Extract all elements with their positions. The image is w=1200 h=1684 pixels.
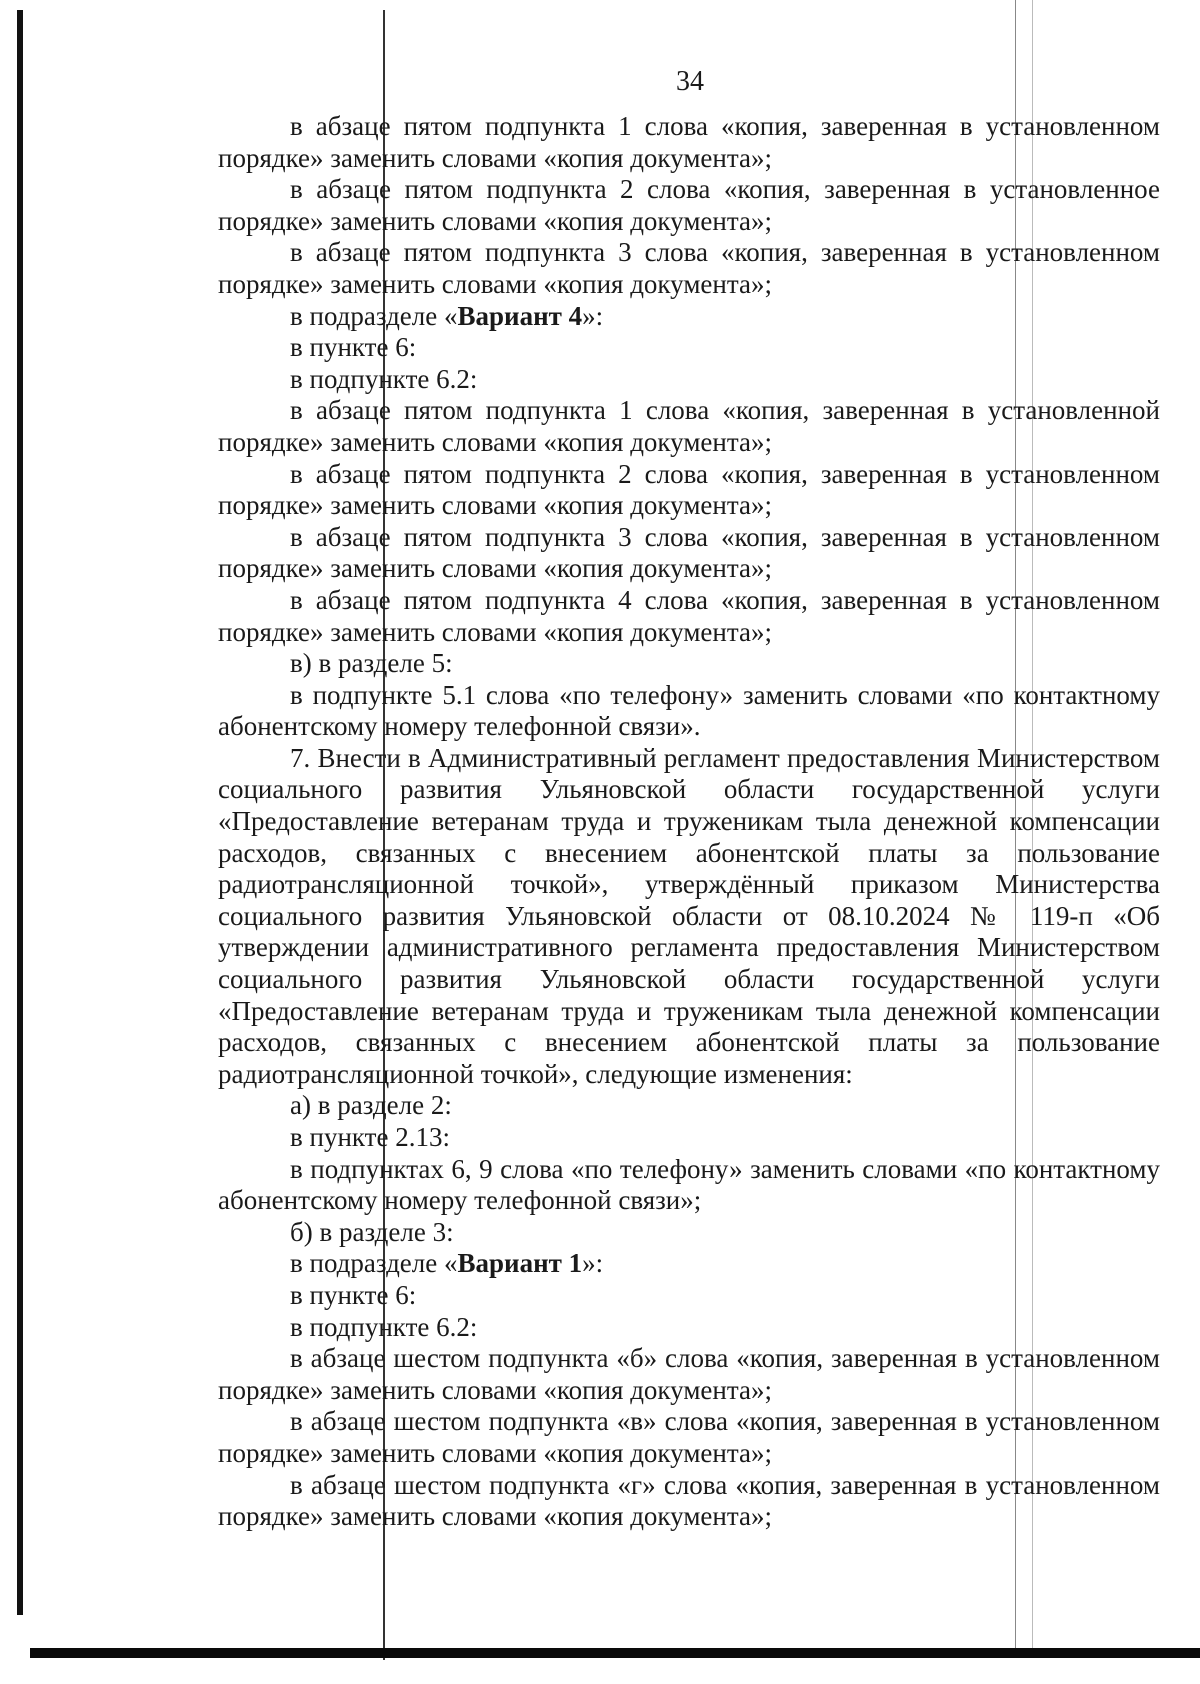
paragraph: в пункте 6: (290, 332, 417, 363)
paragraph: в абзаце пятом подпункта 4 слова «копия, заверенная в установленном порядке» заменить словами «копия документа»; (218, 584, 1160, 647)
paragraph: в подпунктах 6, 9 слова «по телефону» заменить словами «по контактному абонентскому номеру телефонной связи»; (218, 1153, 1160, 1216)
paragraph: в подпункте 5.1 слова «по телефону» заменить словами «по контактному абонентскому номеру телефонной связи». (218, 679, 1160, 742)
paragraph: в подпункте 6.2: (290, 363, 478, 394)
document-body (218, 111, 1160, 1533)
paragraph: в абзаце пятом подпункта 1 слова «копия, заверенная в установленном порядке» заменить словами «копия документа»; (218, 111, 1160, 173)
paragraph: в абзаце пятом подпункта 1 слова «копия, заверенная в установленной порядке» заменить словами «копия документа»; (218, 395, 1160, 457)
scan-edge-bottom (30, 1648, 1200, 1658)
paragraph: в пункте 2.13: (290, 1122, 450, 1152)
subsection-heading: в подразделе «Вариант 4»: (290, 300, 604, 331)
paragraph: а) в разделе 2: (290, 1090, 452, 1121)
subsection-heading: в подразделе «Вариант 1»: (290, 1248, 604, 1279)
paragraph: в абзаце пятом подпункта 2 слова «копия, заверенная в установленное порядке» заменить словами «копия документа»; (218, 174, 1160, 236)
paragraph: б) в разделе 3: (290, 1216, 454, 1247)
paragraph: в абзаце шестом подпункта «в» слова «копия, заверенная в установленном порядке» заменить словами «копия документа»; (218, 1406, 1160, 1468)
paragraph: в подпункте 6.2: (290, 1311, 478, 1342)
paragraph: в абзаце шестом подпункта «г» слова «копия, заверенная в установленном порядке» заменить словами «копия документа»; (218, 1469, 1160, 1532)
paragraph: в абзаце пятом подпункта 3 слова «копия, заверенная в установленном порядке» заменить словами «копия документа»; (218, 237, 1160, 299)
paragraph: в абзаце пятом подпункта 3 слова «копия, заверенная в установленном порядке» заменить словами «копия документа»; (218, 521, 1160, 584)
page-number: 34 (676, 66, 704, 97)
scan-edge-left (17, 10, 23, 1615)
paragraph: в пункте 6: (290, 1279, 417, 1310)
paragraph: 7. Внести в Административный регламент предоставления Министерством социального развития Ульяновской области государственной услуги «Предоставление ветеранам труда и труженикам тыла денежной компенсации расходов, связанных с внесением абонентской платы за пользование радиотрансляционной точкой», утверждённый приказом Министерства социального развития Ульяновской области от 08.10.2024 № 119-п «Об утверждении административного регламента предоставления Министерством социального развития Ульяновской области государственной услуги «Предоставление ветеранам труда и труженикам тыла денежной компенсации расходов, связанных с внесением абонентской платы за пользование радиотрансляционной точкой», следующие изменения: (218, 742, 1160, 1089)
paragraph: в абзаце пятом подпункта 2 слова «копия, заверенная в установленном порядке» заменить словами «копия документа»; (218, 458, 1160, 521)
paragraph: в) в разделе 5: (290, 648, 453, 679)
paragraph: в абзаце шестом подпункта «б» слова «копия, заверенная в установленном порядке» заменить словами «копия документа»; (218, 1343, 1160, 1405)
